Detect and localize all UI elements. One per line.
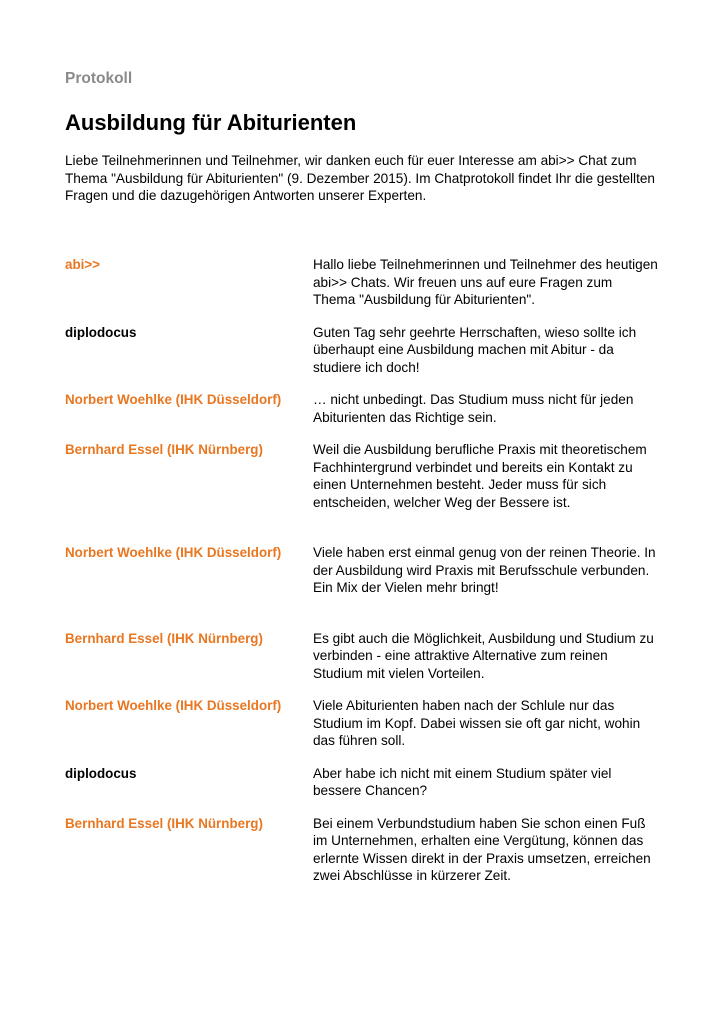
chat-message: Guten Tag sehr geehrte Herrschaften, wieso sollte ich überhaupt eine Ausbildung machen mit Abitur - da studiere ich doch! bbox=[313, 324, 637, 375]
page-title: Ausbildung für Abiturienten bbox=[65, 110, 357, 135]
chat-entry bbox=[65, 544, 660, 597]
chat-speaker: Bernhard Essel (IHK Nürnberg) bbox=[65, 630, 263, 646]
chat-entry bbox=[65, 765, 660, 800]
chat-protocol bbox=[65, 256, 660, 885]
chat-speaker: Norbert Woehlke (IHK Düsseldorf) bbox=[65, 698, 282, 713]
chat-message: Hallo liebe Teilnehmerinnen und Teilnehmer des heutigen abi>> Chats. Wir freuen uns auf eure Fragen zum Thema "Ausbildung für Abiturienten". bbox=[313, 257, 658, 307]
chat-message: Es gibt auch die Möglichkeit, Ausbildung und Studium zu verbinden - eine attraktive Alternative zum reinen Studium mit vielen Vorteilen. bbox=[313, 630, 654, 681]
chat-entry bbox=[65, 697, 660, 750]
chat-entry bbox=[65, 256, 660, 309]
chat-entry bbox=[65, 815, 660, 885]
document-kicker: Protokoll bbox=[65, 70, 133, 87]
chat-speaker: Bernhard Essel (IHK Nürnberg) bbox=[65, 442, 263, 457]
chat-message: Aber habe ich nicht mit einem Studium später viel bessere Chancen? bbox=[313, 765, 612, 798]
intro-paragraph: Liebe Teilnehmerinnen und Teilnehmer, wir danken euch für euer Interesse am abi>> Chat zum Thema "Ausbildung für Abiturienten" (9. Dezember 2015). Im Chatprotokoll findet Ihr die gestellten Fragen und die dazugehörigen Antworten unserer Experten. bbox=[65, 153, 655, 203]
chat-message: … nicht unbedingt. Das Studium muss nicht für jeden Abiturienten das Richtige sein. bbox=[313, 392, 634, 425]
chat-speaker: diplodocus bbox=[65, 765, 137, 781]
chat-message: Viele haben erst einmal genug von der reinen Theorie. In der Ausbildung wird Praxis mit Berufsschule verbunden. Ein Mix der Vielen mehr bringt! bbox=[313, 545, 656, 595]
chat-speaker: Norbert Woehlke (IHK Düsseldorf) bbox=[65, 392, 282, 407]
chat-speaker: abi>> bbox=[65, 257, 100, 272]
chat-entry bbox=[65, 630, 660, 683]
chat-speaker: diplodocus bbox=[65, 324, 137, 340]
chat-speaker: Norbert Woehlke (IHK Düsseldorf) bbox=[65, 545, 282, 560]
chat-message: Weil die Ausbildung berufliche Praxis mit theoretischem Fachhintergrund verbindet und bereits ein Kontakt zu einen Unternehmen besteht. Jeder muss für sich entscheiden, welcher Weg der Bessere ist. bbox=[313, 442, 647, 510]
chat-message: Viele Abiturienten haben nach der Schlule nur das Studium im Kopf. Dabei wissen sie oft gar nicht, wohin das führen soll. bbox=[313, 698, 641, 748]
chat-message: Bei einem Verbundstudium haben Sie schon einen Fuß im Unternehmen, erhalten eine Vergütung, können das erlernte Wissen direkt in der Praxis umsetzen, erreichen zwei Abschlüsse in kürzerer Zeit. bbox=[313, 815, 651, 883]
chat-entry bbox=[65, 391, 660, 426]
chat-entry bbox=[65, 324, 660, 377]
chat-entry bbox=[65, 441, 660, 511]
chat-speaker: Bernhard Essel (IHK Nürnberg) bbox=[65, 815, 263, 831]
